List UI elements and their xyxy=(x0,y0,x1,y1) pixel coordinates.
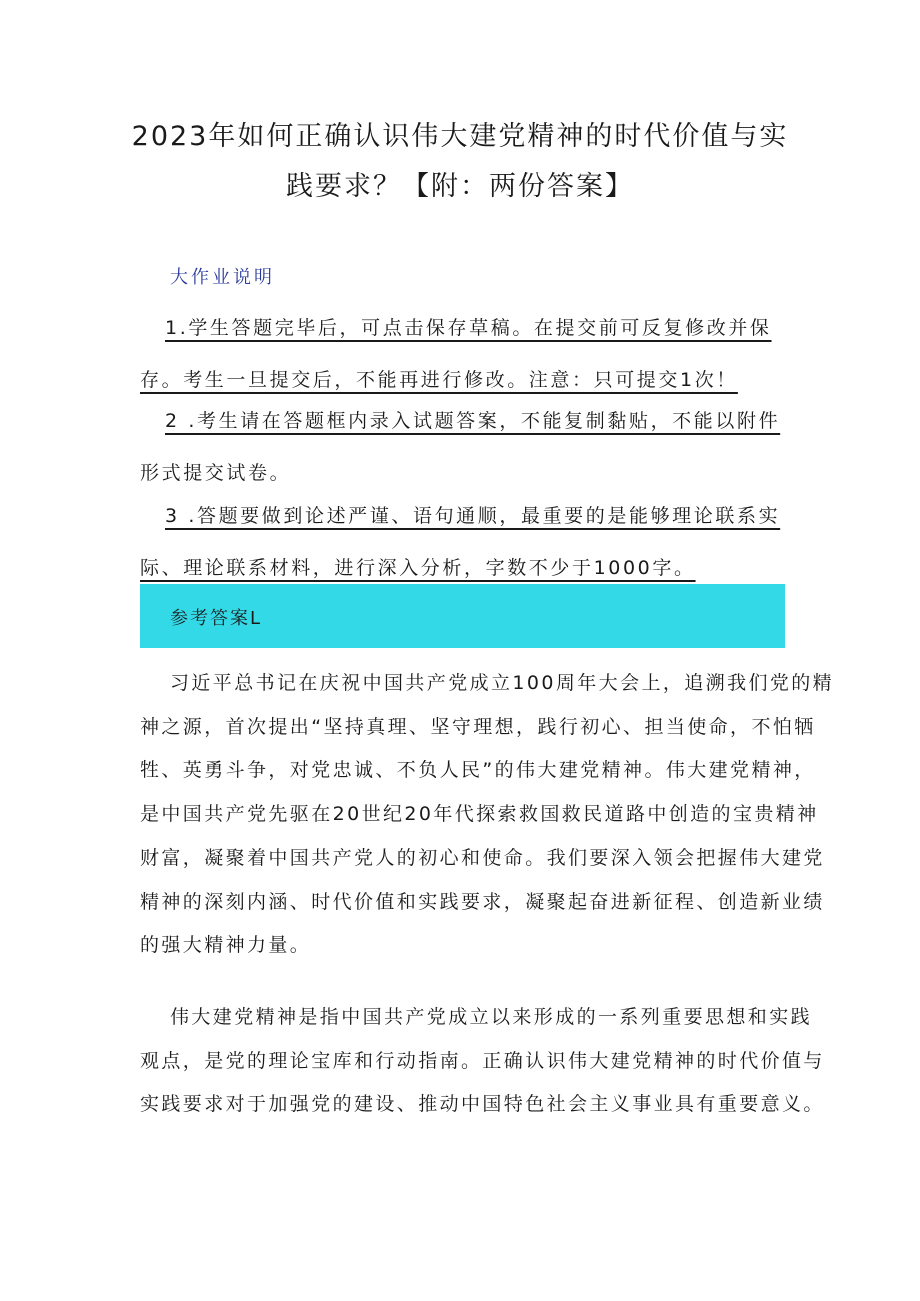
note-1-line-1: 1.学生答题完毕后，可点击保存草稿。在提交前可反复修改并保 xyxy=(165,317,772,339)
answer-paragraph-2 xyxy=(140,996,825,1127)
note-3-line-2: 际、理论联系材料，进行深入分析，字数不少于1000字。 xyxy=(140,557,696,579)
paragraph-line: 是中国共产党先驱在20世纪20年代探索救国救民道路中创造的宝贵精神 xyxy=(140,803,819,826)
paragraph-line: 习近平总书记在庆祝中国共产党成立100周年大会上，追溯我们党的精 xyxy=(170,672,835,694)
document-title xyxy=(100,112,820,212)
title-line-2: 践要求？【附：两份答案】 xyxy=(286,171,634,202)
paragraph-line: 财富，凝聚着中国共产党人的初心和使命。我们要深入领会把握伟大建党 xyxy=(140,846,825,869)
paragraph-line: 实践要求对于加强党的建设、推动中国特色社会主义事业具有重要意义。 xyxy=(140,1093,825,1116)
reference-answer-label: 参考答案L xyxy=(170,608,263,629)
note-2-line-1: 2 .考生请在答题框内录入试题答案，不能复制黏贴，不能以附件 xyxy=(165,410,781,432)
answer-paragraph-1 xyxy=(140,662,835,968)
note-3-line-1: 3 .答题要做到论述严谨、语句通顺，最重要的是能够理论联系实 xyxy=(165,505,781,527)
paragraph-line: 的强大精神力量。 xyxy=(140,934,312,957)
paragraph-line: 观点，是党的理论宝库和行动指南。正确认识伟大建党精神的时代价值与 xyxy=(140,1049,825,1072)
assignment-notes-heading: 大作业说明 xyxy=(170,267,275,288)
note-1-line-2: 存。考生一旦提交后，不能再进行修改。注意：只可提交1次！ xyxy=(140,369,738,391)
note-2-line-2: 形式提交试卷。 xyxy=(140,462,292,484)
paragraph-line: 神之源，首次提出“坚持真理、坚守理想，践行初心、担当使命，不怕牺 xyxy=(140,715,816,738)
note-item-1 xyxy=(140,302,788,406)
paragraph-line: 牲、英勇斗争，对党忠诚、不负人民”的伟大建党精神。伟大建党精神， xyxy=(140,759,816,782)
paragraph-line: 精神的深刻内涵、时代价值和实践要求，凝聚起奋进新征程、创造新业绩 xyxy=(140,890,825,913)
reference-answer-banner xyxy=(140,584,785,648)
title-line-1: 2023年如何正确认识伟大建党精神的时代价值与实 xyxy=(131,121,789,152)
note-item-2 xyxy=(140,395,788,499)
paragraph-line: 伟大建党精神是指中国共产党成立以来形成的一系列重要思想和实践 xyxy=(170,1006,813,1028)
note-item-3 xyxy=(140,490,788,594)
